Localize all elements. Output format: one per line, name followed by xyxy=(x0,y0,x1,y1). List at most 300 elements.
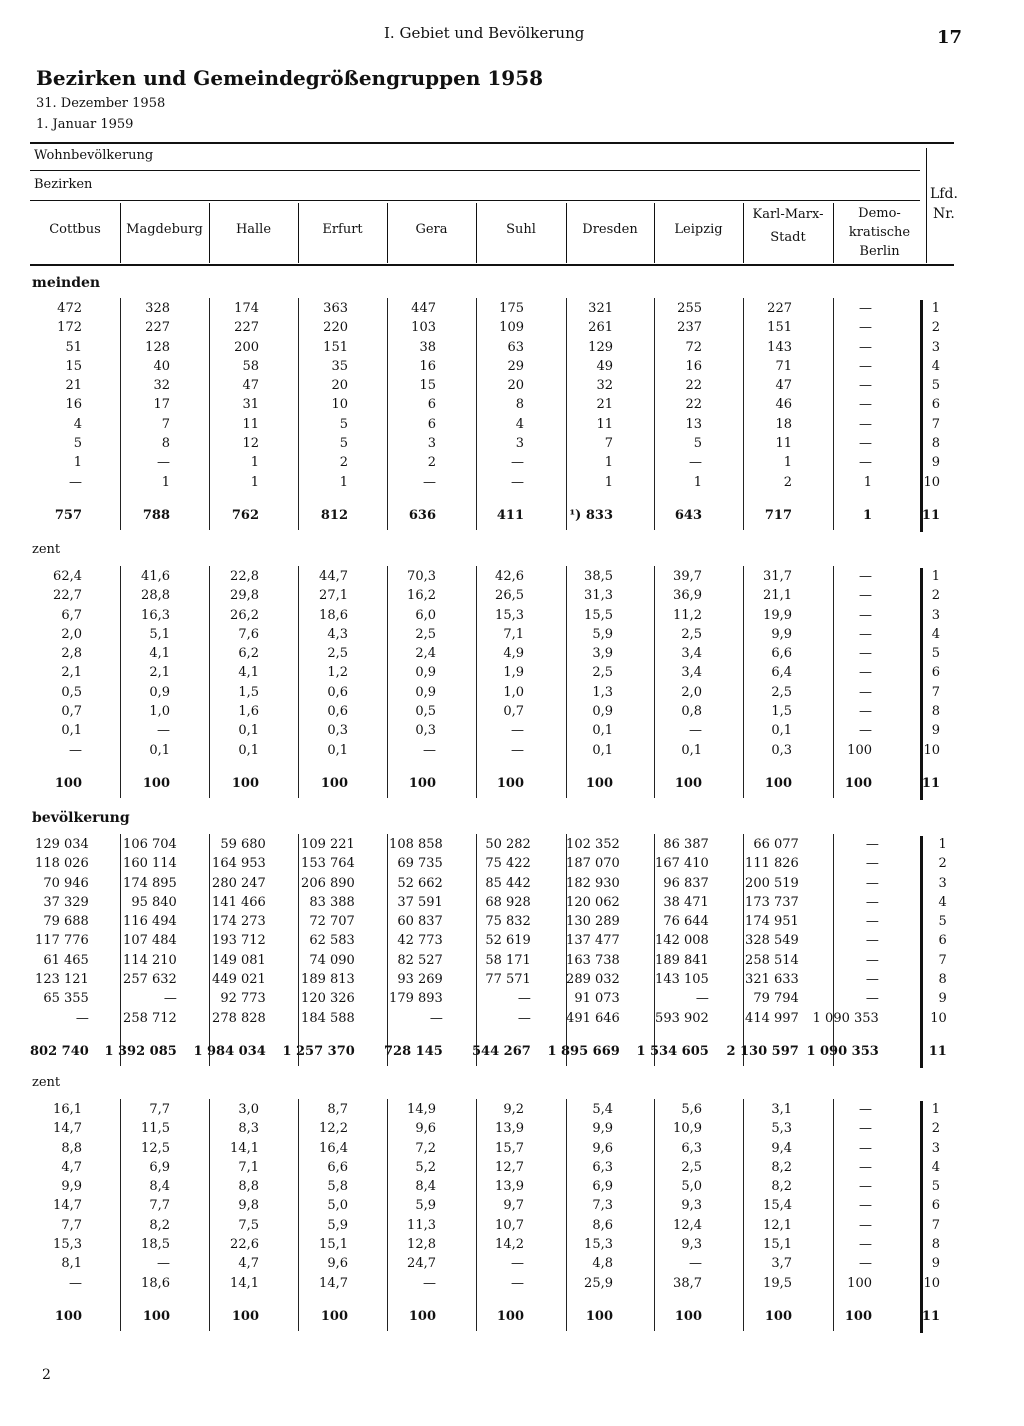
header-rule-3 xyxy=(30,200,920,201)
cell-lfd-nr: 2 xyxy=(931,1121,940,1137)
cell-gera: 636 xyxy=(408,507,436,523)
cell-gera: 69 735 xyxy=(397,856,443,872)
table-row xyxy=(30,1216,944,1235)
cell-halle: 12 xyxy=(242,436,259,452)
cell-lfd-nr: 2 xyxy=(931,320,940,336)
cell-magdeburg: 18,5 xyxy=(141,1237,170,1253)
label-nr: Nr. xyxy=(933,206,955,222)
cell-berlin: — xyxy=(859,455,872,471)
cell-leipzig: 12,4 xyxy=(673,1217,702,1233)
cell-suhl: 109 xyxy=(499,320,524,336)
footer-page-number: 2 xyxy=(42,1367,51,1383)
cell-magdeburg: 107 484 xyxy=(123,933,177,949)
cell-magdeburg: 106 704 xyxy=(123,837,177,852)
cell-leipzig: 16 xyxy=(685,358,702,374)
cell-erfurt: 2,5 xyxy=(327,646,348,662)
cell-berlin: — xyxy=(859,1217,872,1233)
cell-leipzig: 100 xyxy=(674,1308,702,1324)
cell-lfd-nr: 5 xyxy=(938,914,947,930)
cell-magdeburg: 32 xyxy=(153,378,170,394)
cell-gera: — xyxy=(423,1275,436,1291)
cell-berlin: — xyxy=(859,397,872,413)
cell-suhl: 15,3 xyxy=(495,607,524,623)
header-top-rule xyxy=(30,142,954,144)
cell-gera: 108 858 xyxy=(389,837,443,852)
cell-leipzig: 9,3 xyxy=(681,1198,702,1214)
cell-gera: 6,0 xyxy=(415,607,436,623)
cell-lfd-nr: 9 xyxy=(931,723,940,739)
header-bottom-rule xyxy=(30,264,954,266)
table-total-row xyxy=(30,492,944,525)
cell-magdeburg: 8,4 xyxy=(149,1179,170,1195)
cell-berlin: 100 xyxy=(847,1275,872,1291)
cell-magdeburg: 328 xyxy=(145,301,170,316)
cell-berlin: — xyxy=(859,1159,872,1175)
cell-halle: 59 680 xyxy=(220,837,266,852)
table-row xyxy=(30,951,951,970)
cell-leipzig: — xyxy=(689,1256,702,1272)
cell-cottbus: 117 776 xyxy=(35,933,89,949)
cell-leipzig: 6,3 xyxy=(681,1140,702,1156)
cell-berlin: — xyxy=(865,952,879,968)
cell-dresden: 130 289 xyxy=(566,914,620,930)
cell-erfurt: 206 890 xyxy=(301,875,355,891)
cell-karl-marx-stadt: 47 xyxy=(775,378,792,394)
cell-suhl: 4 xyxy=(515,416,524,432)
table-row xyxy=(30,1139,944,1158)
cell-magdeburg: 100 xyxy=(142,775,170,791)
cell-berlin: — xyxy=(859,626,872,642)
cell-erfurt: 62 583 xyxy=(309,933,355,949)
cell-suhl: 42,6 xyxy=(495,569,524,584)
cell-magdeburg: 5,1 xyxy=(149,626,170,642)
cell-lfd-nr: 6 xyxy=(931,665,940,681)
cell-halle: 14,1 xyxy=(230,1140,259,1156)
cell-halle: 47 xyxy=(242,378,259,394)
cell-cottbus: 2,0 xyxy=(61,626,82,642)
cell-halle: 0,1 xyxy=(238,723,259,739)
table-row xyxy=(30,1100,944,1119)
cell-gera: 7,2 xyxy=(415,1140,436,1156)
cell-lfd-nr: 6 xyxy=(938,933,947,949)
col-head-kms-line1: Karl-Marx- xyxy=(752,207,824,222)
cell-lfd-nr: 1 xyxy=(931,301,940,316)
cell-halle: 1,6 xyxy=(238,704,259,720)
cell-leipzig: 36,9 xyxy=(673,588,702,604)
cell-magdeburg: 41,6 xyxy=(141,569,170,584)
section-label-prozent-2: zent xyxy=(32,1075,61,1090)
table-row xyxy=(30,1274,944,1293)
cell-leipzig: 3,4 xyxy=(681,665,702,681)
cell-suhl: 100 xyxy=(496,775,524,791)
cell-karl-marx-stadt: 174 951 xyxy=(745,914,799,930)
cell-cottbus: 172 xyxy=(57,320,82,336)
cell-erfurt: 120 326 xyxy=(301,991,355,1007)
cell-karl-marx-stadt: 200 519 xyxy=(745,875,799,891)
cell-halle: 31 xyxy=(242,397,259,413)
section-label-bevoelkerung: bevölkerung xyxy=(32,810,130,826)
cell-dresden: 0,9 xyxy=(592,704,613,720)
cell-leipzig: 86 387 xyxy=(663,837,709,852)
cell-erfurt: 100 xyxy=(320,1308,348,1324)
cell-suhl: — xyxy=(511,474,524,490)
cell-halle: 1 xyxy=(250,474,259,490)
cell-karl-marx-stadt: 19,9 xyxy=(763,607,792,623)
table-row xyxy=(30,357,944,376)
cell-halle: 0,1 xyxy=(238,742,259,758)
cell-magdeburg: 8,2 xyxy=(149,1217,170,1233)
cell-magdeburg: 6,9 xyxy=(149,1159,170,1175)
cell-berlin: 100 xyxy=(844,1308,872,1324)
cell-berlin: — xyxy=(865,837,879,852)
header-vrule-lfd xyxy=(926,148,927,263)
cell-lfd-nr: 4 xyxy=(938,894,947,910)
cell-magdeburg: 12,5 xyxy=(141,1140,170,1156)
cell-cottbus: 61 465 xyxy=(43,952,89,968)
cell-suhl: — xyxy=(517,991,531,1007)
table-row xyxy=(30,453,944,472)
cell-cottbus: 4,7 xyxy=(61,1159,82,1175)
cell-karl-marx-stadt: 6,4 xyxy=(771,665,792,681)
cell-berlin: — xyxy=(859,339,872,355)
cell-gera: 5,9 xyxy=(415,1198,436,1214)
cell-karl-marx-stadt: 0,1 xyxy=(771,723,792,739)
col-head-dresden: Dresden xyxy=(582,222,638,237)
cell-gera: 70,3 xyxy=(407,569,436,584)
cell-dresden: 289 032 xyxy=(566,972,620,988)
cell-dresden: 15,3 xyxy=(584,1237,613,1253)
cell-leipzig: 96 837 xyxy=(663,875,709,891)
cell-gera: 9,6 xyxy=(415,1121,436,1137)
cell-cottbus: 0,1 xyxy=(61,723,82,739)
cell-leipzig: — xyxy=(689,723,702,739)
cell-karl-marx-stadt: 5,3 xyxy=(771,1121,792,1137)
cell-halle: 1 xyxy=(250,455,259,471)
cell-magdeburg: 257 632 xyxy=(123,972,177,988)
cell-halle: 174 xyxy=(234,301,259,316)
cell-karl-marx-stadt: 15,4 xyxy=(763,1198,792,1214)
cell-leipzig: 76 644 xyxy=(663,914,709,930)
cell-lfd-nr: 9 xyxy=(931,455,940,471)
cell-karl-marx-stadt: 8,2 xyxy=(771,1159,792,1175)
cell-leipzig: 5,0 xyxy=(681,1179,702,1195)
cell-cottbus: 8,8 xyxy=(61,1140,82,1156)
cell-berlin: — xyxy=(859,416,872,432)
cell-berlin: — xyxy=(859,1179,872,1195)
cell-karl-marx-stadt: 3,1 xyxy=(771,1102,792,1117)
cell-magdeburg: 17 xyxy=(153,397,170,413)
cell-suhl: 4,9 xyxy=(503,646,524,662)
cell-suhl: 411 xyxy=(496,507,524,523)
cell-suhl: — xyxy=(511,723,524,739)
cell-karl-marx-stadt: 31,7 xyxy=(763,569,792,584)
cell-lfd-nr: 4 xyxy=(931,358,940,374)
cell-suhl: 63 xyxy=(507,339,524,355)
cell-lfd-nr: 4 xyxy=(931,626,940,642)
cell-magdeburg: 7,7 xyxy=(149,1102,170,1117)
col-head-leipzig: Leipzig xyxy=(674,222,723,237)
cell-erfurt: 0,6 xyxy=(327,684,348,700)
cell-erfurt: 10 xyxy=(331,397,348,413)
cell-gera: 60 837 xyxy=(397,914,443,930)
cell-leipzig: 142 008 xyxy=(655,933,709,949)
cell-magdeburg: 18,6 xyxy=(141,1275,170,1291)
cell-suhl: 20 xyxy=(507,378,524,394)
cell-magdeburg: 227 xyxy=(145,320,170,336)
cell-gera: — xyxy=(423,742,436,758)
cell-karl-marx-stadt: 2,5 xyxy=(771,684,792,700)
cell-halle: 7,1 xyxy=(238,1159,259,1175)
cell-halle: 1,5 xyxy=(238,684,259,700)
cell-lfd-nr: 10 xyxy=(923,742,940,758)
cell-gera: 24,7 xyxy=(407,1256,436,1272)
label-lfd: Lfd. xyxy=(930,186,958,202)
cell-magdeburg: 2,1 xyxy=(149,665,170,681)
cell-leipzig: 255 xyxy=(677,301,702,316)
cell-dresden: 163 738 xyxy=(566,952,620,968)
cell-gera: 38 xyxy=(419,339,436,355)
cell-erfurt: 14,7 xyxy=(319,1275,348,1291)
cell-gera: 100 xyxy=(408,1308,436,1324)
cell-gera: 16 xyxy=(419,358,436,374)
cell-leipzig: 143 105 xyxy=(655,972,709,988)
cell-erfurt: 16,4 xyxy=(319,1140,348,1156)
table-row xyxy=(30,702,944,721)
cell-dresden: 6,3 xyxy=(592,1159,613,1175)
cell-cottbus: — xyxy=(69,742,82,758)
cell-karl-marx-stadt: 66 077 xyxy=(753,837,799,852)
cell-halle: 6,2 xyxy=(238,646,259,662)
cell-dresden: 5,9 xyxy=(592,626,613,642)
cell-berlin: — xyxy=(859,704,872,720)
cell-gera: — xyxy=(423,474,436,490)
cell-karl-marx-stadt: 717 xyxy=(764,507,792,523)
col-head-berlin-line2: kratische xyxy=(848,225,911,240)
table-row xyxy=(30,625,944,644)
cell-karl-marx-stadt: 0,3 xyxy=(771,742,792,758)
cell-dresden: 1 xyxy=(604,455,613,471)
table-row xyxy=(30,893,951,912)
cell-berlin: 1 xyxy=(863,474,872,490)
cell-suhl: — xyxy=(511,1275,524,1291)
cell-magdeburg: 8 xyxy=(161,436,170,452)
cell-dresden: 100 xyxy=(585,775,613,791)
section-label-gemeinden: meinden xyxy=(32,275,101,291)
cell-lfd-nr: 9 xyxy=(938,991,947,1007)
cell-erfurt: 2 xyxy=(339,455,348,471)
cell-karl-marx-stadt: 111 826 xyxy=(745,856,799,872)
cell-lfd-nr: 2 xyxy=(931,588,940,604)
col-head-magdeburg: Magdeburg xyxy=(126,222,203,237)
cell-karl-marx-stadt: 258 514 xyxy=(745,952,799,968)
cell-lfd-nr: 6 xyxy=(931,397,940,413)
cell-gera: 179 893 xyxy=(389,991,443,1007)
cell-karl-marx-stadt: 15,1 xyxy=(763,1237,792,1253)
cell-cottbus: 0,5 xyxy=(61,684,82,700)
cell-cottbus: 15 xyxy=(65,358,82,374)
cell-cottbus: 79 688 xyxy=(43,914,89,930)
cell-dresden: 32 xyxy=(596,378,613,394)
cell-karl-marx-stadt: 2 xyxy=(783,474,792,490)
cell-magdeburg: 4,1 xyxy=(149,646,170,662)
cell-gera: 6 xyxy=(427,416,436,432)
cell-lfd-nr: 7 xyxy=(931,416,940,432)
cell-berlin: 1 090 353 xyxy=(806,1043,879,1059)
table-row xyxy=(30,1009,951,1028)
cell-leipzig: 0,8 xyxy=(681,704,702,720)
cell-gera: 3 xyxy=(427,436,436,452)
cell-suhl: 68 928 xyxy=(485,894,531,910)
table-row xyxy=(30,586,944,605)
cell-leipzig: 1 xyxy=(693,474,702,490)
date-line-2: 1. Januar 1959 xyxy=(36,117,134,132)
cell-halle: 193 712 xyxy=(212,933,266,949)
cell-erfurt: 5,0 xyxy=(327,1198,348,1214)
cell-gera: 37 591 xyxy=(397,894,443,910)
cell-halle: 227 xyxy=(234,320,259,336)
cell-berlin: — xyxy=(865,894,879,910)
cell-erfurt: 153 764 xyxy=(301,856,355,872)
cell-halle: 449 021 xyxy=(212,972,266,988)
cell-dresden: 0,1 xyxy=(592,723,613,739)
cell-erfurt: 151 xyxy=(323,339,348,355)
cell-karl-marx-stadt: 173 737 xyxy=(745,894,799,910)
date-line-1: 31. Dezember 1958 xyxy=(36,96,166,111)
cell-lfd-nr: 3 xyxy=(931,607,940,623)
cell-dresden: 187 070 xyxy=(566,856,620,872)
cell-erfurt: 109 221 xyxy=(301,837,355,852)
table-total-row xyxy=(30,1293,944,1326)
cell-berlin: — xyxy=(859,436,872,452)
cell-gera: 52 662 xyxy=(397,875,443,891)
cell-karl-marx-stadt: 11 xyxy=(775,436,792,452)
cell-halle: 22,6 xyxy=(230,1237,259,1253)
header-rule-2 xyxy=(30,170,920,171)
col-head-halle: Halle xyxy=(235,222,272,237)
table-row xyxy=(30,989,951,1008)
col-head-gera: Gera xyxy=(415,222,448,237)
cell-cottbus: — xyxy=(75,1010,89,1026)
cell-gera: 5,2 xyxy=(415,1159,436,1175)
cell-dresden: 38,5 xyxy=(584,569,613,584)
cell-leipzig: — xyxy=(695,991,709,1007)
cell-cottbus: 0,7 xyxy=(61,704,82,720)
cell-lfd-nr: 1 xyxy=(931,569,940,584)
cell-suhl: 8 xyxy=(515,397,524,413)
cell-lfd-nr: 1 xyxy=(938,837,947,852)
cell-erfurt: 44,7 xyxy=(319,569,348,584)
cell-halle: 278 828 xyxy=(212,1010,266,1026)
cell-suhl: 3 xyxy=(515,436,524,452)
cell-halle: 141 466 xyxy=(212,894,266,910)
col-head-berlin-line3: Berlin xyxy=(859,244,900,259)
cell-erfurt: 6,6 xyxy=(327,1159,348,1175)
cell-erfurt: 8,7 xyxy=(327,1102,348,1117)
cell-halle: 100 xyxy=(231,1308,259,1324)
cell-magdeburg: 116 494 xyxy=(123,914,177,930)
cell-gera: 2,5 xyxy=(415,626,436,642)
cell-halle: 8,3 xyxy=(238,1121,259,1137)
cell-suhl: 29 xyxy=(507,358,524,374)
cell-cottbus: 6,7 xyxy=(61,607,82,623)
cell-leipzig: 72 xyxy=(685,339,702,355)
cell-karl-marx-stadt: 18 xyxy=(775,416,792,432)
cell-berlin: — xyxy=(859,607,872,623)
cell-halle: 164 953 xyxy=(212,856,266,872)
cell-karl-marx-stadt: 100 xyxy=(764,775,792,791)
cell-berlin: — xyxy=(859,1140,872,1156)
cell-gera: 0,3 xyxy=(415,723,436,739)
cell-suhl: 175 xyxy=(499,301,524,316)
cell-berlin: — xyxy=(859,358,872,374)
cell-erfurt: 0,1 xyxy=(327,742,348,758)
cell-karl-marx-stadt: 9,9 xyxy=(771,626,792,642)
cell-dresden: 182 930 xyxy=(566,875,620,891)
cell-leipzig: 189 841 xyxy=(655,952,709,968)
cell-karl-marx-stadt: 414 997 xyxy=(745,1010,799,1026)
cell-dresden: 3,9 xyxy=(592,646,613,662)
cell-cottbus: 472 xyxy=(57,301,82,316)
cell-karl-marx-stadt: 100 xyxy=(764,1308,792,1324)
cell-erfurt: 5,8 xyxy=(327,1179,348,1195)
cell-karl-marx-stadt: 151 xyxy=(767,320,792,336)
table-row xyxy=(30,1254,944,1273)
cell-erfurt: 35 xyxy=(331,358,348,374)
label-wohnbevoelkerung: Wohnbevölkerung xyxy=(34,148,154,163)
cell-leipzig: 643 xyxy=(674,507,702,523)
cell-cottbus: 123 121 xyxy=(35,972,89,988)
cell-gera: 42 773 xyxy=(397,933,443,949)
cell-gera: 8,4 xyxy=(415,1179,436,1195)
cell-karl-marx-stadt: 19,5 xyxy=(763,1275,792,1291)
cell-suhl: 1,0 xyxy=(503,684,524,700)
running-header: I. Gebiet und Bevölkerung xyxy=(384,24,585,42)
cell-erfurt: 20 xyxy=(331,378,348,394)
cell-magdeburg: — xyxy=(163,991,177,1007)
cell-cottbus: 16,1 xyxy=(53,1102,82,1117)
table-row xyxy=(30,1119,944,1138)
cell-cottbus: 7,7 xyxy=(61,1217,82,1233)
cell-halle: 11 xyxy=(242,416,259,432)
cell-dresden: 129 xyxy=(588,339,613,355)
table-row xyxy=(30,970,951,989)
cell-gera: 82 527 xyxy=(397,952,443,968)
cell-cottbus: 22,7 xyxy=(53,588,82,604)
cell-suhl: 1,9 xyxy=(503,665,524,681)
cell-halle: 280 247 xyxy=(212,875,266,891)
cell-cottbus: 21 xyxy=(65,378,82,394)
cell-erfurt: 363 xyxy=(323,301,348,316)
cell-dresden: 21 xyxy=(596,397,613,413)
cell-magdeburg: 95 840 xyxy=(131,894,177,910)
cell-berlin: — xyxy=(859,320,872,336)
cell-magdeburg: 16,3 xyxy=(141,607,170,623)
cell-cottbus: 100 xyxy=(54,1308,82,1324)
cell-magdeburg: 160 114 xyxy=(123,856,177,872)
cell-karl-marx-stadt: 328 549 xyxy=(745,933,799,949)
cell-leipzig: 2,5 xyxy=(681,626,702,642)
col-head-cottbus: Cottbus xyxy=(49,222,101,237)
data-block-bevoelkerung-absolute xyxy=(30,835,951,1061)
data-block-gemeinden-absolute xyxy=(30,299,944,525)
table-row xyxy=(30,1158,944,1177)
cell-lfd-nr: 1 xyxy=(931,1102,940,1117)
table-row xyxy=(30,874,951,893)
cell-gera: 447 xyxy=(411,301,436,316)
cell-erfurt: 5 xyxy=(339,436,348,452)
cell-suhl: 52 619 xyxy=(485,933,531,949)
cell-dresden: 91 073 xyxy=(574,991,620,1007)
